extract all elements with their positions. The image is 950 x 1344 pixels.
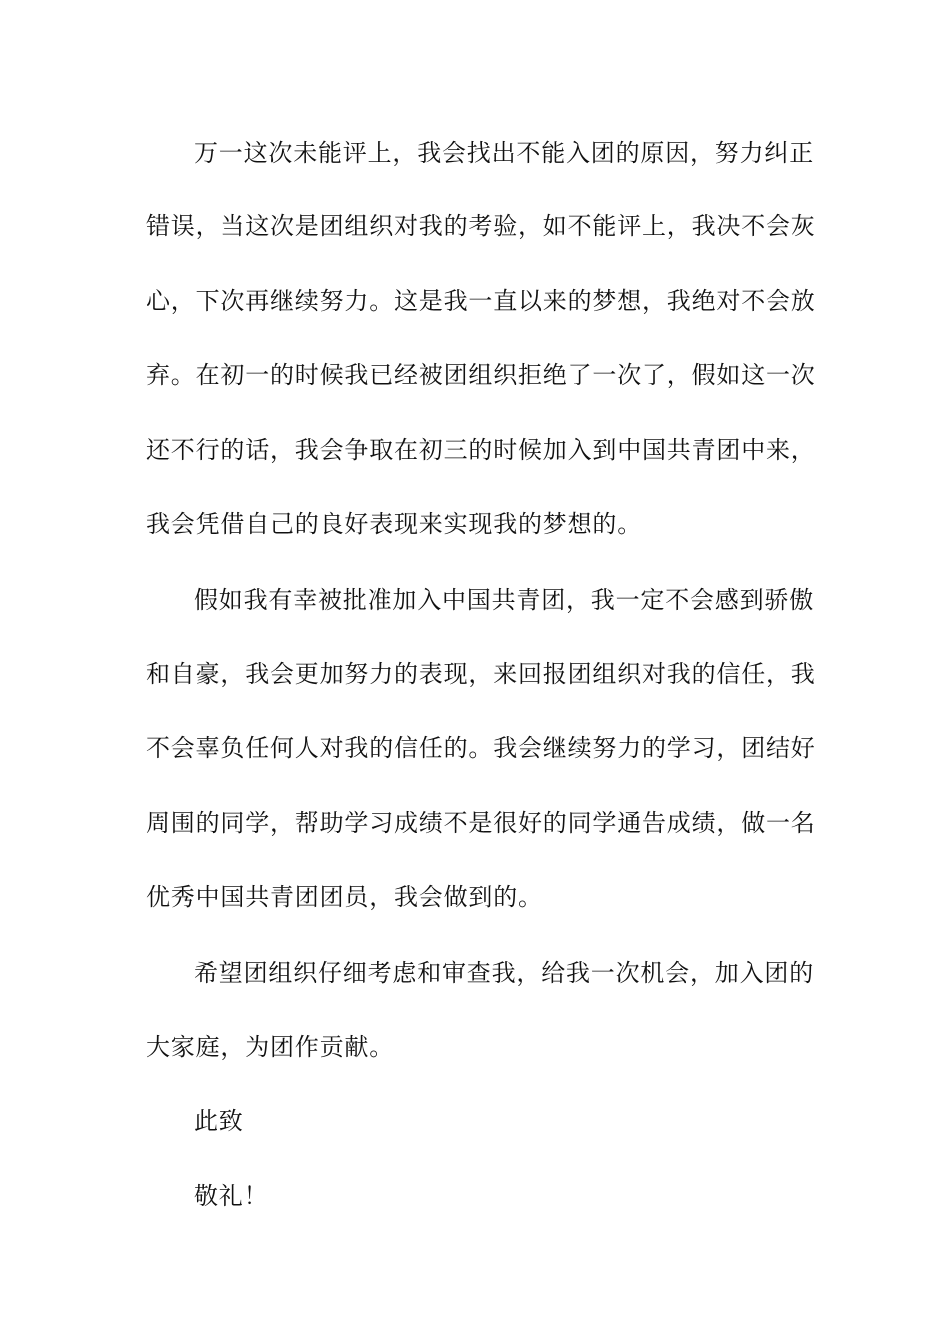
closing-salutation: 此致	[194, 1107, 244, 1135]
paragraph-line: 还不行的话，我会争取在初三的时候加入到中国共青团中来，	[146, 436, 816, 464]
paragraph-line: 希望团组织仔细考虑和审查我，给我一次机会，加入团的	[194, 959, 814, 987]
paragraph-line: 不会辜负任何人对我的信任的。我会继续努力的学习，团结好	[146, 734, 816, 762]
paragraph-line: 万一这次未能评上，我会找出不能入团的原因，努力纠正	[194, 139, 814, 167]
paragraph-line: 优秀中国共青团团员，我会做到的。	[146, 883, 543, 911]
paragraph-line: 假如我有幸被批准加入中国共青团，我一定不会感到骄傲	[194, 586, 814, 614]
paragraph-line: 周围的同学，帮助学习成绩不是很好的同学通告成绩，做一名	[146, 809, 816, 837]
paragraph-line: 弃。在初一的时候我已经被团组织拒绝了一次了，假如这一次	[146, 361, 816, 389]
closing-respect: 敬礼！	[194, 1182, 269, 1210]
paragraph-line: 我会凭借自己的良好表现来实现我的梦想的。	[146, 510, 642, 538]
paragraph-line: 错误，当这次是团组织对我的考验，如不能评上，我决不会灰	[146, 212, 816, 240]
paragraph-line: 心，下次再继续努力。这是我一直以来的梦想，我绝对不会放	[146, 287, 816, 315]
paragraph-line: 和自豪，我会更加努力的表现，来回报团组织对我的信任，我	[146, 660, 816, 688]
paragraph-line: 大家庭，为团作贡献。	[146, 1033, 394, 1061]
